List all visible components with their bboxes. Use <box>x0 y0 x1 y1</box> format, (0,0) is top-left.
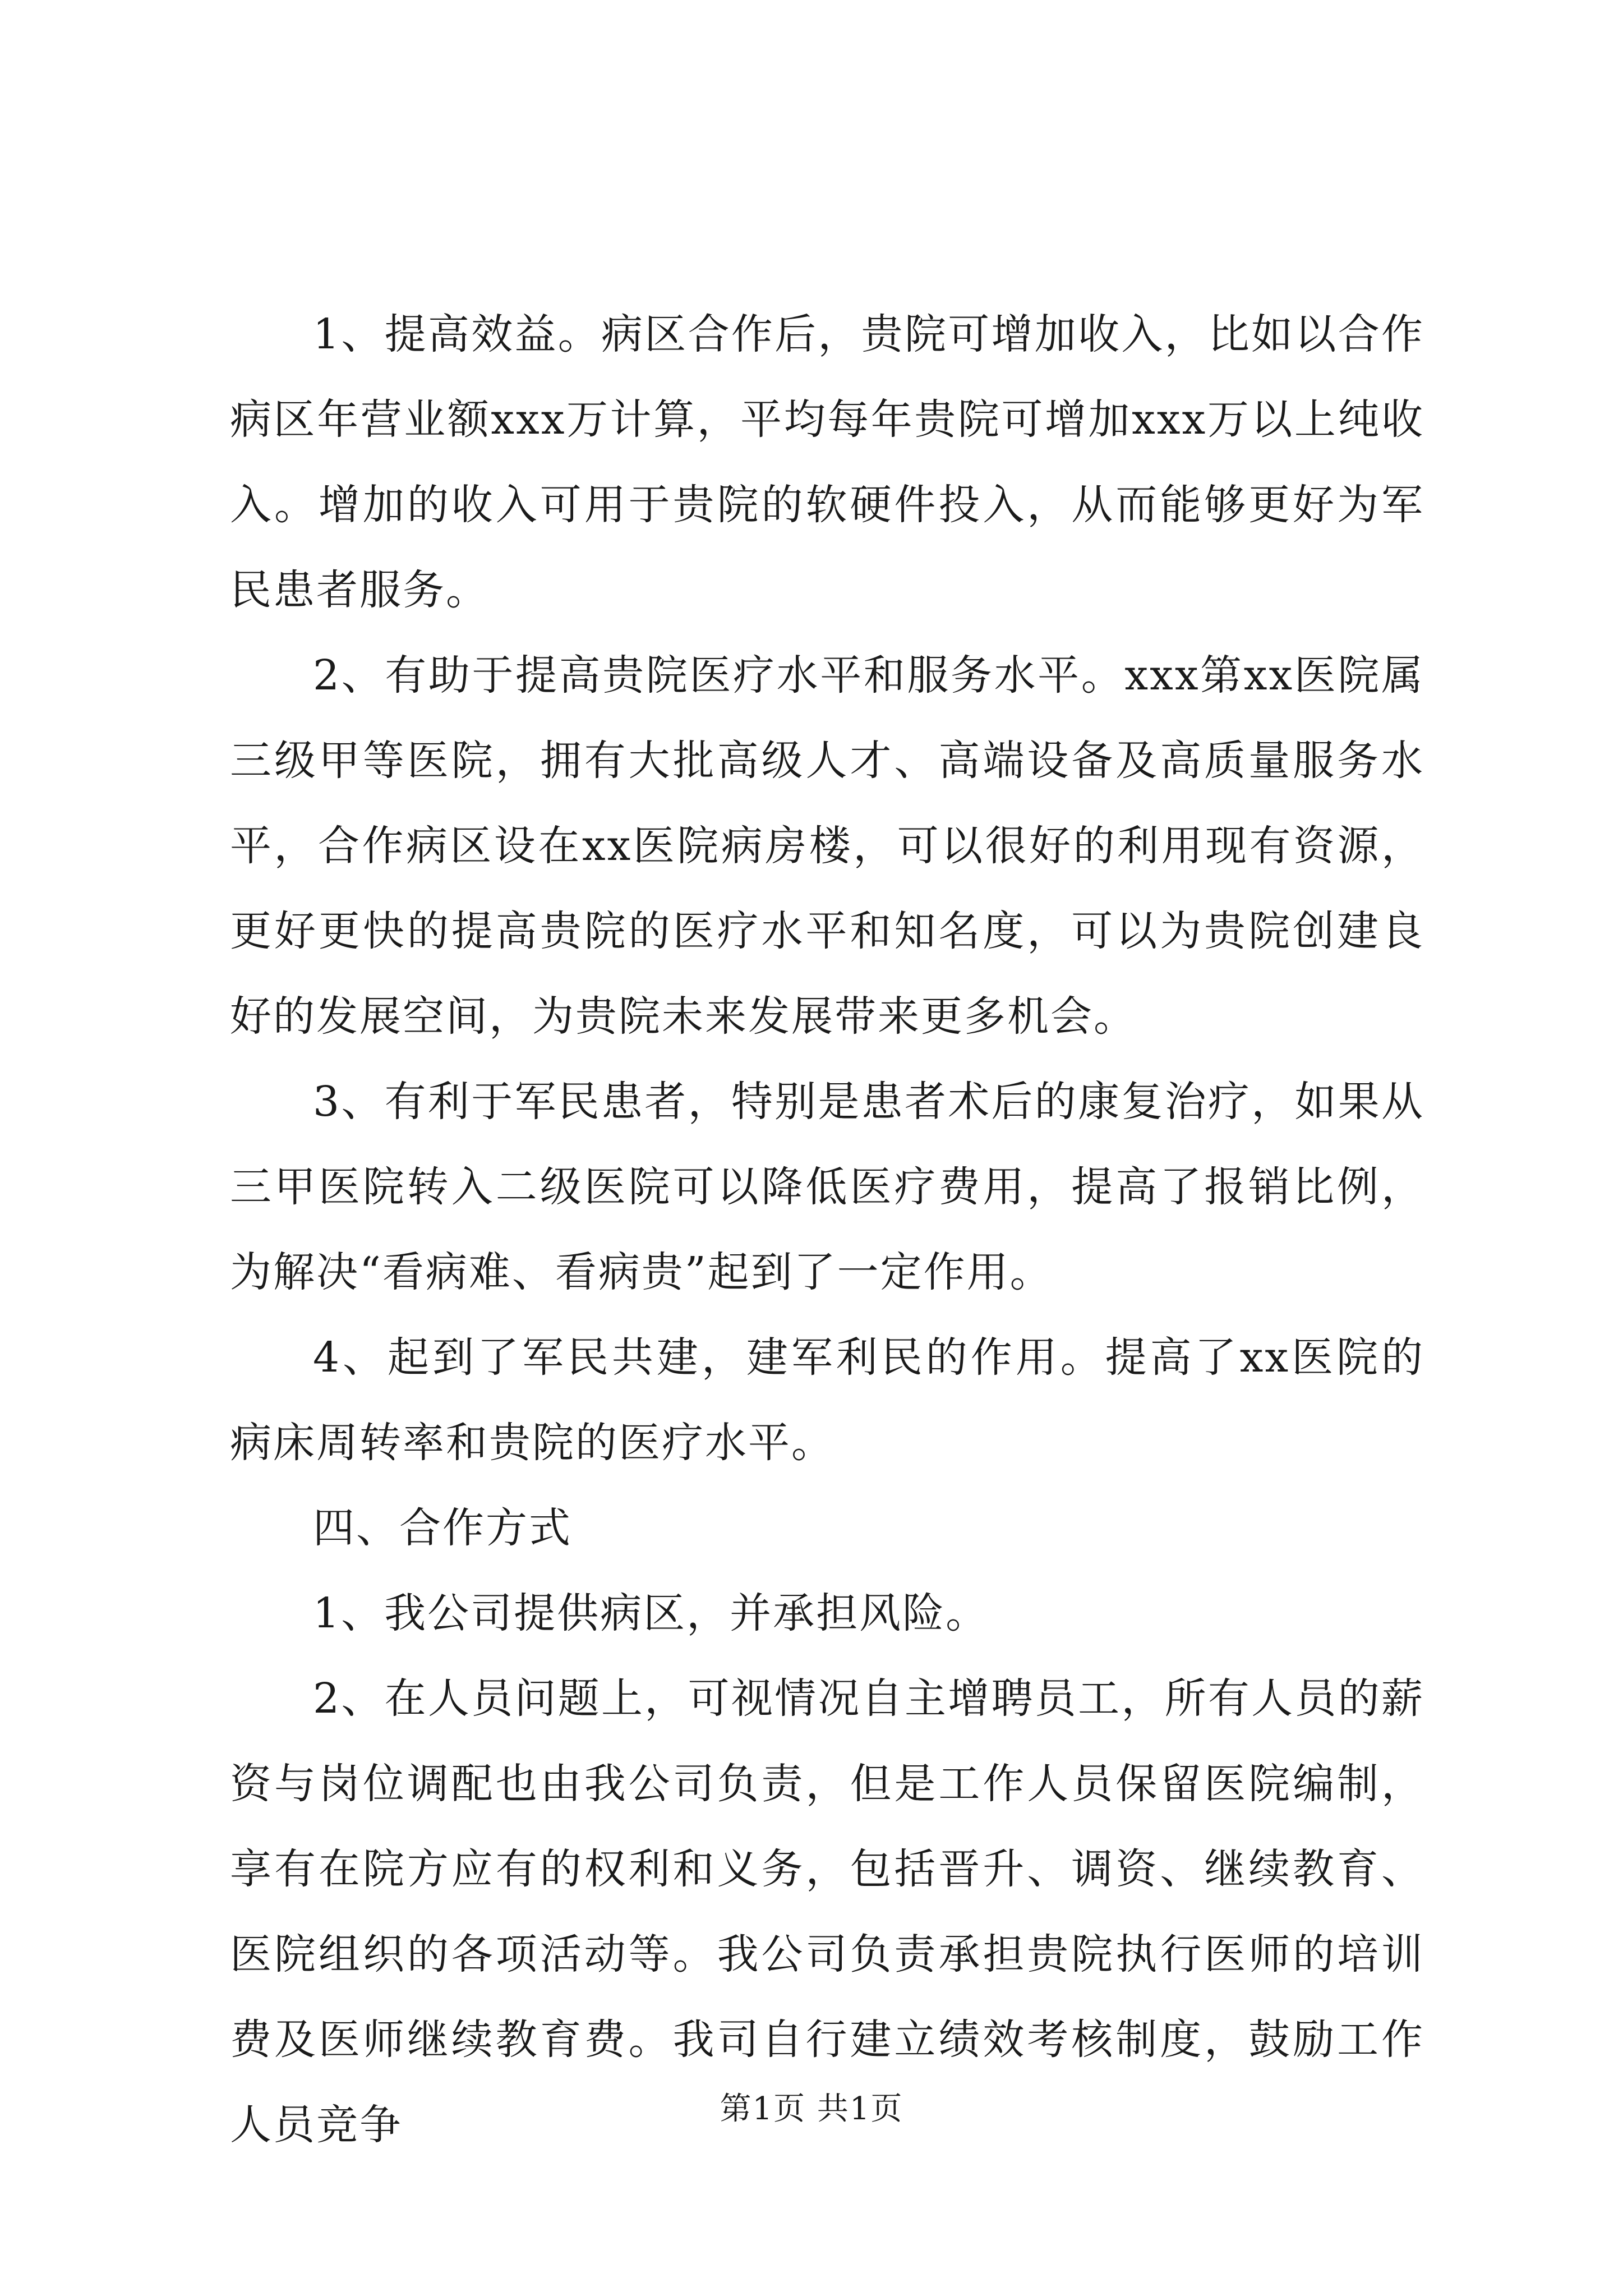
paragraph-benefit-4: 4、起到了军民共建，建军利民的作用。提高了xx医院的病床周转率和贵院的医疗水平。 <box>230 1333 1424 1467</box>
paragraph-benefit-3: 3、有利于军民患者，特别是患者术后的康复治疗，如果从三甲医院转入二级医院可以降低医疗费用，提高了报销比例，为解决“看病难、看病贵”起到了一定作用。 <box>230 1078 1424 1296</box>
paragraph-benefit-2: 2、有助于提高贵院医疗水平和服务水平。xxx第xx医院属三级甲等医院，拥有大批高级人才、高端设备及高质量服务水平，合作病区设在xx医院病房楼，可以很好的利用现有资源，更好更快的提高贵院的医疗水平和知名度，可以为贵院创建良好的发展空间，为贵院未来发展带来更多机会。 <box>230 651 1424 1041</box>
page-footer: 第1页 共1页 <box>720 2091 903 2127</box>
document-body <box>230 292 1424 2168</box>
paragraph-benefit-1: 1、提高效益。病区合作后，贵院可增加收入，比如以合作病区年营业额xxx万计算，平均每年贵院可增加xxx万以上纯收入。增加的收入可用于贵院的软硬件投入，从而能够更好为军民患者服务。 <box>230 310 1424 614</box>
paragraph-mode-2: 2、在人员问题上，可视情况自主增聘员工，所有人员的薪资与岗位调配也由我公司负责，但是工作人员保留医院编制，享有在院方应有的权利和义务，包括晋升、调资、继续教育、医院组织的各项活动等。我公司负责承担贵院执行医师的培训费及医师继续教育费。我司自行建立绩效考核制度，鼓励工作人员竞争 <box>230 1674 1424 2149</box>
paragraph-mode-1: 1、我公司提供病区，并承担风险。 <box>313 1589 989 1637</box>
section-heading-cooperation-mode: 四、合作方式 <box>313 1504 572 1552</box>
